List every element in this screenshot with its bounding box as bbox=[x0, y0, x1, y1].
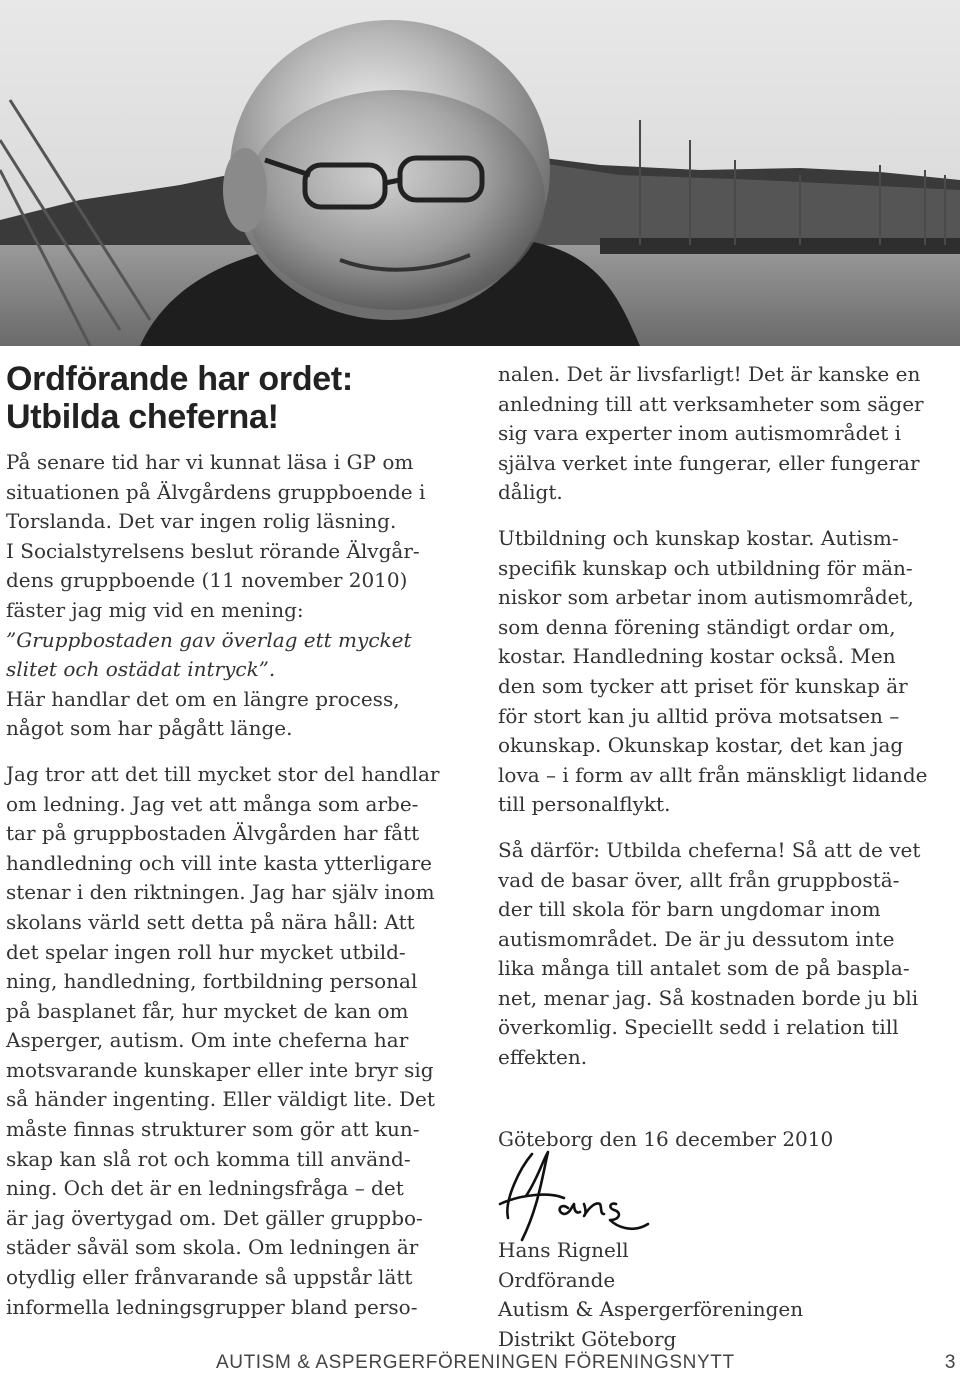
text-line: dens gruppboende (11 november 2010) bbox=[6, 568, 408, 593]
text-line: det spelar ingen roll hur mycket utbild- bbox=[6, 939, 406, 964]
title-line-1: Ordförande har ordet: bbox=[6, 360, 353, 398]
text-line: nalen. Det är livsfarligt! Det är kanske en bbox=[498, 362, 921, 386]
text-line: kostar. Handledning kostar också. Men bbox=[498, 644, 896, 669]
dateline: Göteborg den 16 december 2010 bbox=[498, 1126, 834, 1151]
text-line: net, menar jag. Så kostnaden borde ju bli bbox=[498, 985, 919, 1010]
text-line: ning, handledning, fortbildning personal bbox=[6, 969, 418, 994]
text-line: något som har pågått länge. bbox=[6, 716, 293, 741]
text-line: informella ledningsgrupper bland perso- bbox=[6, 1294, 418, 1319]
signatory-title: Ordförande bbox=[498, 1267, 616, 1292]
text-line: för stort kan ju alltid pröva motsatsen – bbox=[498, 703, 900, 728]
quote-line: ”Gruppbostaden gav överlag ett mycket bbox=[6, 627, 412, 652]
text-line: ning. Och det är en ledningsfråga – det bbox=[6, 1176, 404, 1201]
signature-icon bbox=[498, 1148, 658, 1244]
text-line: Här handlar det om en längre process, bbox=[6, 686, 400, 711]
text-line: Jag tror att det till mycket stor del handlar bbox=[6, 761, 440, 786]
text-line: som denna förening ständigt ordar om, bbox=[498, 614, 896, 639]
text-line: autismområdet. De är ju dessutom inte bbox=[498, 926, 895, 951]
signatory-district: Distrikt Göteborg bbox=[498, 1327, 677, 1352]
portrait-photo-icon bbox=[0, 0, 960, 346]
page-title bbox=[6, 360, 464, 436]
text-line: fäster jag mig vid en mening: bbox=[6, 597, 304, 622]
signatory-block bbox=[498, 1236, 958, 1354]
paragraph-conclusion bbox=[498, 836, 958, 1073]
text-line: lika många till antalet som de på baspla- bbox=[498, 956, 910, 981]
text-line: skap kan slå rot och komma till använd- bbox=[6, 1146, 411, 1171]
portrait-photo bbox=[0, 0, 960, 346]
text-line: anledning till att verksamheter som säger bbox=[498, 391, 924, 416]
text-line: lova – i form av allt från mänskligt lidande bbox=[498, 762, 928, 787]
text-line: själva verket inte fungerar, eller fungerar bbox=[498, 450, 920, 475]
text-line: så händer ingenting. Eller väldigt lite. Det bbox=[6, 1087, 435, 1112]
paragraph-leadership bbox=[6, 760, 464, 1322]
text-line: den som tycker att priset för kunskap är bbox=[498, 673, 908, 698]
text-line: situationen på Älvgårdens gruppboende i bbox=[6, 479, 426, 504]
text-line: överkomlig. Speciellt sedd i relation till bbox=[498, 1015, 899, 1040]
text-line: På senare tid har vi kunnat läsa i GP om bbox=[6, 450, 414, 474]
text-line: otydlig eller frånvarande så uppstår lätt bbox=[6, 1265, 413, 1290]
page-number: 3 bbox=[944, 1352, 956, 1373]
text-line: till personalflykt. bbox=[498, 792, 671, 817]
text-line: på basplanet får, hur mycket de kan om bbox=[6, 998, 409, 1023]
paragraph-continuation bbox=[498, 360, 958, 508]
text-line: niskor som arbetar inom autismområdet, bbox=[498, 585, 914, 610]
signature bbox=[498, 1154, 958, 1236]
paragraph-intro bbox=[6, 448, 464, 744]
text-line: stenar i den riktningen. Jag har själv inom bbox=[6, 880, 435, 905]
text-line: specifik kunskap och utbildning för män- bbox=[498, 555, 913, 580]
text-line: der till skola för barn ungdomar inom bbox=[498, 897, 881, 922]
text-line: I Socialstyrelsens beslut rörande Älvgår- bbox=[6, 538, 420, 563]
page-footer bbox=[216, 1352, 956, 1374]
text-line: om ledning. Jag vet att många som arbe- bbox=[6, 791, 419, 816]
quote-line: slitet och ostädat intryck”. bbox=[6, 657, 276, 682]
text-line: okunskap. Okunskap kostar, det kan jag bbox=[498, 733, 904, 758]
signatory-organization: Autism & Aspergerföreningen bbox=[498, 1297, 804, 1322]
title-line-2: Utbilda cheferna! bbox=[6, 398, 279, 436]
text-line: Så därför: Utbilda cheferna! Så att de vet bbox=[498, 837, 921, 862]
text-line: är jag övertygad om. Det gäller gruppbo- bbox=[6, 1205, 423, 1230]
right-column bbox=[498, 360, 958, 1355]
text-line: sig vara experter inom autismområdet i bbox=[498, 421, 902, 446]
text-line: vad de basar över, allt från gruppbostä- bbox=[498, 867, 900, 892]
text-line: skolans värld sett detta på nära håll: Att bbox=[6, 909, 415, 934]
text-line: effekten. bbox=[498, 1045, 588, 1070]
signatory-name: Hans Rignell bbox=[498, 1238, 629, 1263]
text-line: handledning och vill inte kasta ytterligare bbox=[6, 850, 432, 875]
publication-name: AUTISM & ASPERGERFÖRENINGEN FÖRENINGSNYTT bbox=[216, 1352, 735, 1373]
text-line: dåligt. bbox=[498, 480, 563, 505]
text-line: Utbildning och kunskap kostar. Autism- bbox=[498, 525, 899, 550]
text-line: måste finnas strukturer som gör att kun- bbox=[6, 1117, 420, 1142]
text-line: Asperger, autism. Om inte cheferna har bbox=[6, 1028, 409, 1053]
text-line: Torslanda. Det var ingen rolig läsning. bbox=[6, 509, 397, 534]
text-line: motsvarande kunskaper eller inte bryr sig bbox=[6, 1057, 434, 1082]
left-column bbox=[6, 360, 464, 1322]
text-line: tar på gruppbostaden Älvgården har fått bbox=[6, 821, 420, 846]
text-line: städer såväl som skola. Om ledningen är bbox=[6, 1235, 419, 1260]
paragraph-cost bbox=[498, 524, 958, 820]
